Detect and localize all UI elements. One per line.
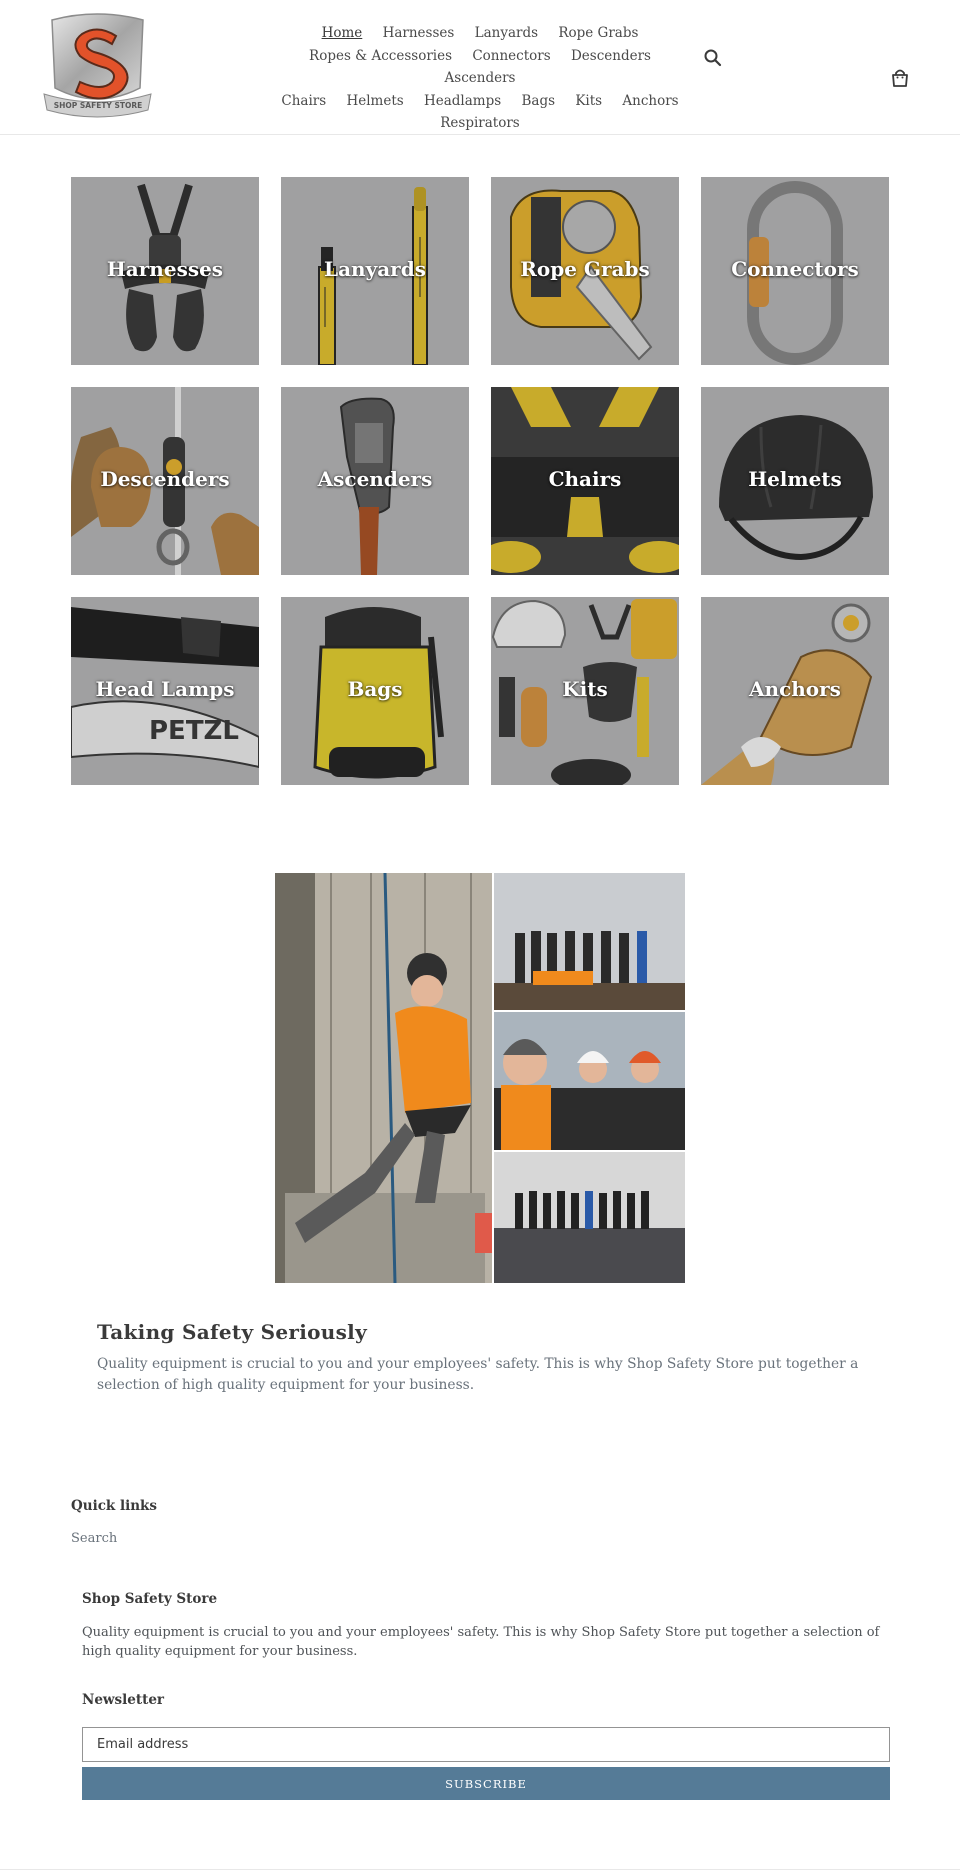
nav-chairs[interactable]: Chairs xyxy=(281,92,327,109)
nav-lanyards[interactable]: Lanyards xyxy=(474,25,539,41)
nav-harnesses[interactable]: Harnesses xyxy=(382,25,455,41)
newsletter-email-input[interactable] xyxy=(82,1727,890,1762)
footer-newsletter xyxy=(82,1692,890,1800)
collection-tile-head-lamps[interactable] xyxy=(71,597,259,785)
collection-tile-kits[interactable] xyxy=(491,597,679,785)
nav-respirators[interactable]: Respirators xyxy=(440,115,520,131)
store-logo[interactable] xyxy=(40,10,155,122)
collage-image xyxy=(275,873,685,1283)
about-text: Quality equipment is crucial to you and your employees' safety. This is why Shop Safety Store put together a selection of high quality equipment for your business. xyxy=(82,1625,880,1659)
nav-connectors[interactable]: Connectors xyxy=(472,47,551,64)
collection-tile-connectors[interactable] xyxy=(701,177,889,365)
nav-bags[interactable]: Bags xyxy=(521,92,556,109)
team-photo-collage xyxy=(275,873,685,1283)
footer-link-search[interactable]: Search xyxy=(71,1531,118,1546)
collection-title: Anchors xyxy=(749,677,841,701)
svg-text:PETZL: PETZL xyxy=(149,716,239,746)
collection-title: Harnesses xyxy=(106,257,224,281)
collection-title: Connectors xyxy=(731,257,859,281)
footer-divider xyxy=(0,1869,960,1870)
collection-title: Bags xyxy=(347,677,403,701)
search-button[interactable] xyxy=(703,48,723,68)
about-heading: Shop Safety Store xyxy=(82,1591,218,1607)
collection-tile-anchors[interactable] xyxy=(701,597,889,785)
nav-home[interactable]: Home xyxy=(321,25,363,41)
collection-tile-ascenders[interactable] xyxy=(281,387,469,575)
nav-descenders[interactable]: Descenders xyxy=(570,47,651,64)
rich-text-section xyxy=(97,1320,877,1396)
collection-title: Head Lamps xyxy=(95,677,235,701)
collection-tile-harnesses[interactable] xyxy=(71,177,259,365)
nav-headlamps[interactable]: Headlamps xyxy=(423,92,502,109)
collection-title: Ascenders xyxy=(317,467,433,491)
cart-button[interactable] xyxy=(890,68,910,88)
collection-title: Lanyards xyxy=(324,257,426,281)
collection-tile-lanyards[interactable] xyxy=(281,177,469,365)
search-icon xyxy=(703,48,723,68)
nav-ropes-accessories[interactable]: Ropes & Accessories xyxy=(309,47,453,64)
story-text: Quality equipment is crucial to you and your employees' safety. This is why Shop Safety Store put together a selection of high quality equipment for your business. xyxy=(97,1356,859,1393)
collection-tile-bags[interactable] xyxy=(281,597,469,785)
footer-quick-links xyxy=(71,1498,371,1546)
nav-helmets[interactable]: Helmets xyxy=(346,92,404,109)
collection-tile-rope-grabs[interactable] xyxy=(491,177,679,365)
cart-icon xyxy=(890,68,910,88)
site-header xyxy=(0,0,960,135)
collection-tile-chairs[interactable] xyxy=(491,387,679,575)
footer-about xyxy=(82,1591,892,1661)
newsletter-heading: Newsletter xyxy=(82,1692,165,1708)
nav-rope-grabs[interactable]: Rope Grabs xyxy=(558,25,639,41)
nav-kits[interactable]: Kits xyxy=(575,92,603,109)
quick-links-heading: Quick links xyxy=(71,1498,158,1514)
nav-anchors[interactable]: Anchors xyxy=(622,92,679,109)
nav-ascenders[interactable]: Ascenders xyxy=(444,70,516,86)
collection-tile-helmets[interactable] xyxy=(701,387,889,575)
collection-title: Chairs xyxy=(548,467,622,491)
main-navigation xyxy=(270,22,690,135)
collection-title: Descenders xyxy=(100,467,230,491)
collection-tile-descenders[interactable] xyxy=(71,387,259,575)
subscribe-button[interactable]: SUBSCRIBE xyxy=(82,1767,890,1800)
collection-title: Helmets xyxy=(748,467,842,491)
collection-title: Kits xyxy=(562,677,608,701)
logo-text: SHOP SAFETY STORE xyxy=(53,101,143,110)
story-title: Taking Safety Seriously xyxy=(97,1320,367,1344)
collection-title: Rope Grabs xyxy=(520,257,650,281)
